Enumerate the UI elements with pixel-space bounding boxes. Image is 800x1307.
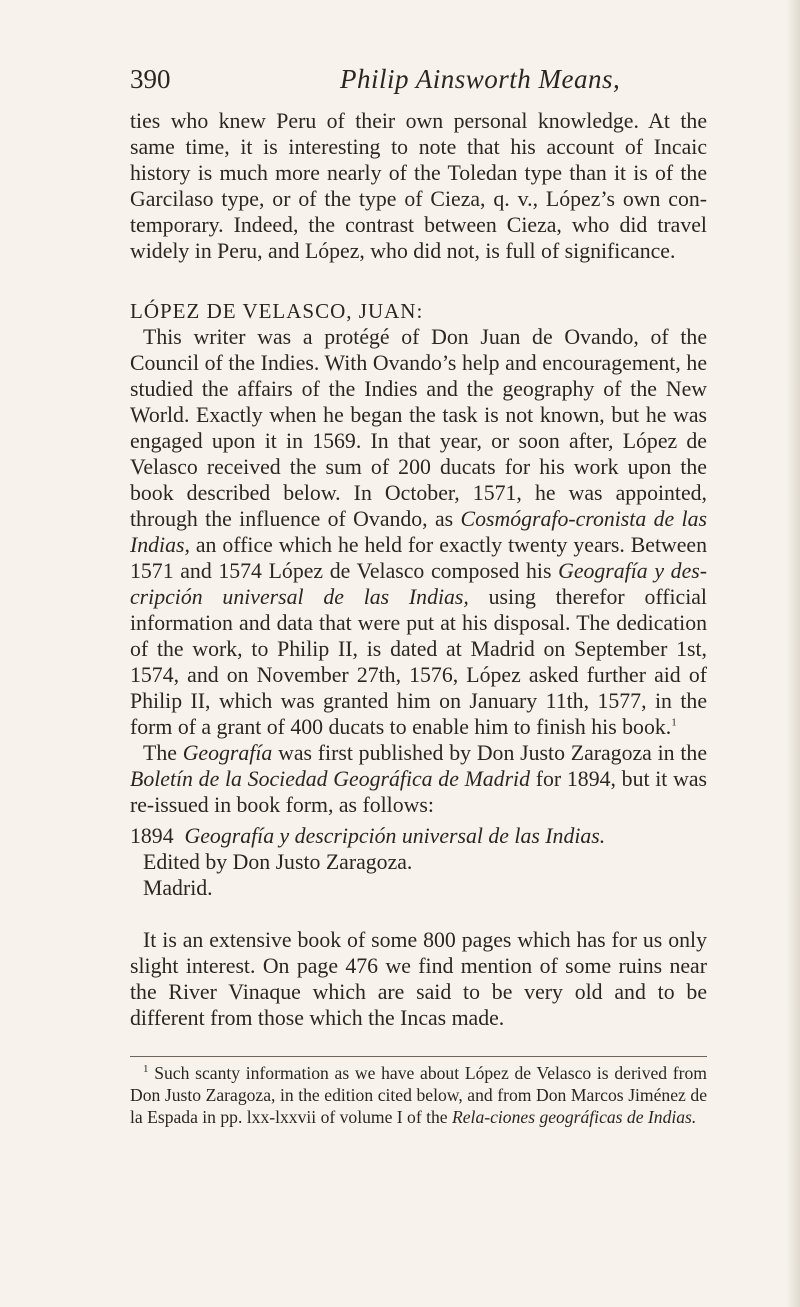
- text-run: Such scanty information as we have about López de Velasco is derived from Don Justo Zaragoza, in the edition cited below, and from Don Marcos Jiménez de la Espada in pp. lxx-lxxvii of volume I of the: [130, 1063, 707, 1127]
- text-run: was first published by Don Justo Zaragoza in the: [272, 741, 707, 765]
- paragraph-assessment: It is an extensive book of some 800 pages which has for us only slight interest. On page 476 we find mention of some ruins near the River Vinaque which are said to be very old and to be different from those which the Incas made.: [130, 928, 707, 1030]
- bibliography-entry: [130, 823, 707, 901]
- entry-year: 1894: [130, 824, 174, 848]
- paragraph-publication: [130, 740, 707, 818]
- text-run: using therefor official information and data that were put at his disposal. The dedication of the work, to Philip II, is dated at Madrid on September 1st, 1574, and on November 27th, 1576, López asked further aid of Philip II, which was granted him on January 11th, 1577, in the form of a grant of 400 ducats to enable him to finish his book.: [130, 585, 707, 739]
- running-head: Philip Ainsworth Means,: [340, 64, 621, 94]
- section-heading: LÓPEZ DE VELASCO, JUAN:: [130, 299, 424, 323]
- spacer: [130, 901, 707, 927]
- page-number: 390: [130, 64, 171, 94]
- italic-title: Geografía: [182, 741, 273, 765]
- text-run: for 1894, but it was re-issued in book form, as follows:: [130, 767, 707, 817]
- italic-title: Rela-ciones geográficas de Indias.: [452, 1107, 697, 1127]
- italic-title: Cosmógrafo-cronista de las Indias,: [130, 507, 707, 557]
- paragraph-biography: [130, 324, 707, 740]
- italic-title: Boletín de la Sociedad Geográfica de Madrid: [130, 767, 531, 791]
- footnote: [130, 1062, 707, 1128]
- paragraph-continued: ties who knew Peru of their own personal knowledge. At the same time, it is interesting to note that his account of Incaic history is much more nearly of the Toledan type than it is of the Garcilaso type, or of the type of Cieza, q. v., López’s own con-temporary. Indeed, the contrast between Cieza, who did travel widely in Peru, and López, who did not, is full of significance.: [130, 109, 707, 263]
- page-header: [130, 64, 690, 104]
- text-run: This writer was a protégé of Don Juan de Ovando, of the Council of the Indies. With Ovando’s help and encouragement, he studied the affairs of the Indies and the geography of the New World. Exactly when he began the task is not known, but he was engaged upon it in 1569. In that year, or soon after, López de Velasco received the sum of 200 ducats for his work upon the book described below. In October, 1571, he was appointed, through the influence of Ovando, as: [130, 325, 707, 531]
- footnote-rule: [130, 1056, 707, 1057]
- text-run: The: [143, 741, 183, 765]
- footnote-mark: 1: [143, 1063, 149, 1076]
- entry-editor: Edited by Don Justo Zaragoza.: [143, 850, 413, 874]
- entry-place: Madrid.: [143, 876, 213, 900]
- footnote-marker: 1: [671, 716, 677, 729]
- entry-title: Geografía y descripción universal de las Indias.: [184, 824, 606, 848]
- page-edge-shadow: [786, 0, 800, 1307]
- italic-title: Geografía y des-cripción universal de las Indias,: [130, 559, 707, 609]
- text-run: an office which he held for exactly twenty years. Between 1571 and 1574 López de Velasco composed his: [130, 533, 707, 583]
- body-text: [130, 108, 707, 1031]
- footnote-text: [130, 1062, 707, 1128]
